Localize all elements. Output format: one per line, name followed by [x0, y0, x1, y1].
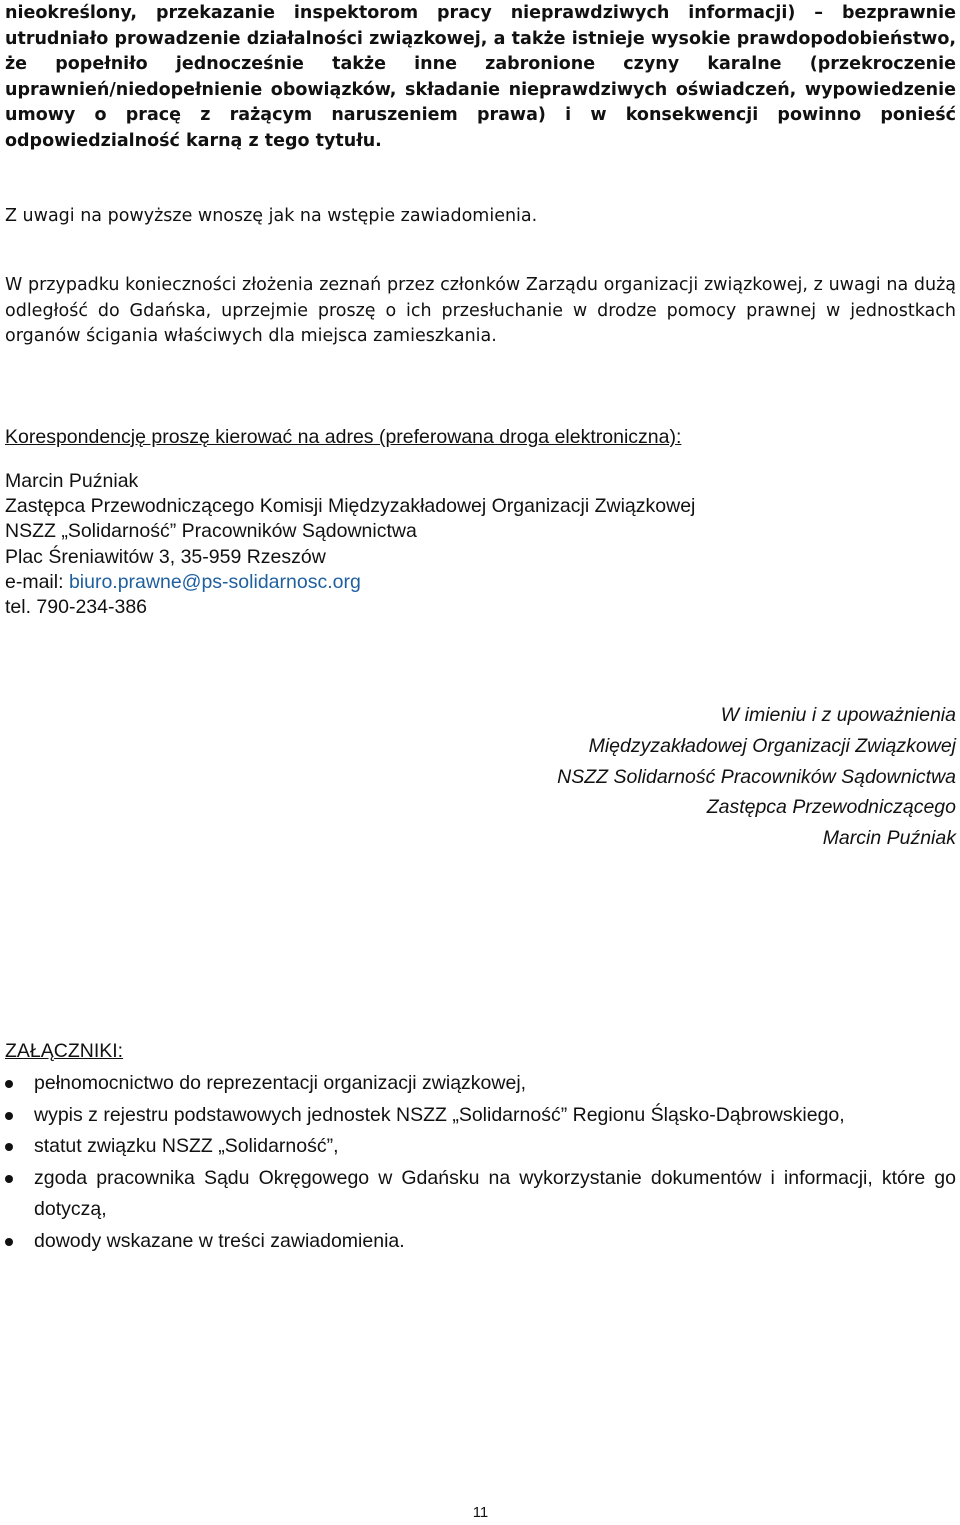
- attachment-text: wypis z rejestru podstawowych jednostek NSZZ „Solidarność” Regionu Śląsko-Dąbrowskiego,: [34, 1103, 845, 1126]
- signature-line-2: Międzyzakładowej Organizacji Związkowej: [588, 734, 956, 757]
- list-item: [5, 1226, 956, 1258]
- list-item: [5, 1163, 956, 1226]
- signature-line-5: Marcin Puźniak: [822, 827, 956, 850]
- signature-line-3: NSZZ Solidarność Pracowników Sądownictwa: [557, 765, 956, 788]
- document-page: [5, 0, 956, 1525]
- address-street: Plac Śreniawitów 3, 35-959 Rzeszów: [5, 545, 326, 568]
- paragraph-request: Z uwagi na powyższe wnoszę jak na wstępie zawiadomienia.: [5, 206, 538, 226]
- attachments-list: [5, 1068, 956, 1257]
- attachment-text: statut związku NSZZ „Solidarność”,: [34, 1135, 339, 1157]
- signature-block: [557, 700, 956, 854]
- attachment-text: dowody wskazane w treści zawiadomienia.: [34, 1229, 405, 1252]
- bullet-icon: [5, 1112, 13, 1120]
- signature-line-1: W imieniu i z upoważnienia: [720, 704, 956, 726]
- signature-line-4: Zastępca Przewodniczącego: [706, 796, 956, 819]
- correspondence-address: [5, 469, 695, 620]
- address-role: Zastępca Przewodniczącego Komisji Międzyzakładowej Organizacji Związkowej: [5, 495, 696, 518]
- page-number: 11: [472, 1504, 489, 1521]
- address-phone: tel. 790-234-386: [5, 596, 148, 619]
- list-item: [5, 1068, 956, 1100]
- list-item: [5, 1100, 956, 1132]
- bullet-icon: [5, 1143, 13, 1151]
- bullet-icon: [5, 1175, 13, 1183]
- bullet-icon: [5, 1080, 13, 1088]
- email-label: e-mail:: [5, 570, 69, 593]
- paragraph-testimony: W przypadku konieczności złożenia zeznań przez członków Zarządu organizacji związkowej, z uwagi na dużą odległość do Gdańska, uprzejmie proszę o ich przesłuchanie w drodze pomocy prawnej w jednostkach organów ścigania właściwych dla miejsca zamieszkania.: [5, 275, 956, 346]
- address-email-line: [5, 570, 695, 595]
- address-name: Marcin Puźniak: [5, 470, 139, 492]
- bullet-icon: [5, 1238, 13, 1246]
- email-link[interactable]: biuro.prawne@ps-solidarnosc.org: [68, 570, 361, 593]
- attachments-heading: ZAŁĄCZNIKI:: [5, 1040, 124, 1062]
- correspondence-heading: Korespondencję proszę kierować na adres (preferowana droga elektroniczna):: [5, 426, 682, 448]
- attachment-text: zgoda pracownika Sądu Okręgowego w Gdańsku na wykorzystanie dokumentów i informacji, które go dotyczą,: [34, 1166, 956, 1220]
- attachment-text: pełnomocnictwo do reprezentacji organizacji związkowej,: [34, 1072, 527, 1094]
- paragraph-criminal-liability: nieokreślony, przekazanie inspektorom pracy nieprawdziwych informacji) – bezprawnie utrudniało prowadzenie działalności związkowej, a także istnieje wysokie prawdopodobieństwo, że popełniło jednocześnie także inne zabronione czyny karalne (przekroczenie uprawnień/niedopełnienie obowiązków, składanie nieprawdziwych oświadczeń, wypowiedzenie umowy o pracę z rażącym naruszeniem prawa) i w konsekwencji powinno ponieść odpowiedzialność karną z tego tytułu.: [5, 3, 956, 151]
- list-item: [5, 1131, 956, 1163]
- address-organization: NSZZ „Solidarność” Pracowników Sądownictwa: [5, 520, 417, 543]
